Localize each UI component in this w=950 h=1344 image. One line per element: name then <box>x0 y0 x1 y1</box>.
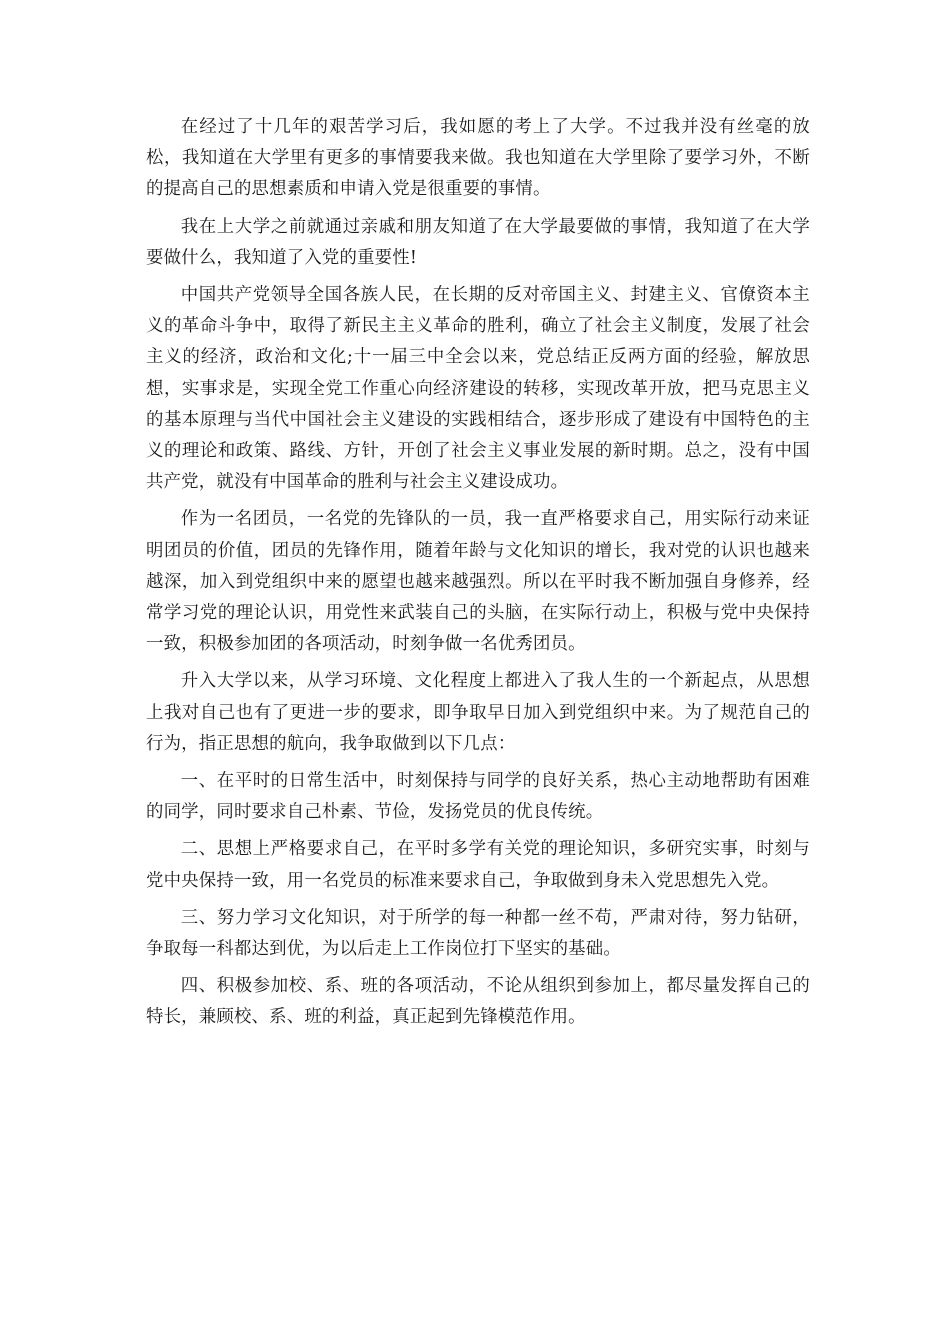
paragraph-point-3: 三、努力学习文化知识，对于所学的每一种都一丝不苟，严肃对待，努力钻研，争取每一科都达到优，为以后走上工作岗位打下坚实的基础。 <box>146 907 810 960</box>
document-page <box>146 112 810 1040</box>
paragraph-point-2: 二、思想上严格要求自己，在平时多学有关党的理论知识，多研究实事，时刻与党中央保持一致，用一名党员的标准来要求自己，争取做到身未入党思想先入党。 <box>146 839 810 891</box>
paragraph-2: 我在上大学之前就通过亲戚和朋友知道了在大学最要做的事情，我知道了在大学要做什么，我知道了入党的重要性! <box>146 216 810 268</box>
paragraph-point-1: 一、在平时的日常生活中，时刻保持与同学的良好关系，热心主动地帮助有困难的同学，同时要求自己朴素、节俭，发扬党员的优良传统。 <box>146 771 810 823</box>
paragraph-1: 在经过了十几年的艰苦学习后，我如愿的考上了大学。不过我并没有丝毫的放松，我知道在大学里有更多的事情要我来做。我也知道在大学里除了要学习外，不断的提高自己的思想素质和申请入党是很重要的事情。 <box>146 117 810 200</box>
paragraph-3: 中国共产党领导全国各族人民，在长期的反对帝国主义、封建主义、官僚资本主义的革命斗争中，取得了新民主主义革命的胜利，确立了社会主义制度，发展了社会主义的经济，政治和文化;十一届三中全会以来，党总结正反两方面的经验，解放思想，实事求是，实现全党工作重心向经济建设的转移，实现改革开放，把马克思主义的基本原理与当代中国社会主义建设的实践相结合，逐步形成了建设有中国特色的主义的理论和政策、路线、方针，开创了社会主义事业发展的新时期。总之，没有中国共产党，就没有中国革命的胜利与社会主义建设成功。 <box>146 285 810 493</box>
paragraph-4: 作为一名团员，一名党的先锋队的一员，我一直严格要求自己，用实际行动来证明团员的价值，团员的先锋作用，随着年龄与文化知识的增长，我对党的认识也越来越深，加入到党组织中来的愿望也越来越强烈。所以在平时我不断加强自身修养，经常学习党的理论认识，用党性来武装自己的头脑，在实际行动上，积极与党中央保持一致，积极参加团的各项活动，时刻争做一名优秀团员。 <box>146 509 810 655</box>
paragraph-point-4: 四、积极参加校、系、班的各项活动，不论从组织到参加上，都尽量发挥自己的特长，兼顾校、系、班的利益，真正起到先锋模范作用。 <box>146 976 810 1028</box>
paragraph-5: 升入大学以来，从学习环境、文化程度上都进入了我人生的一个新起点，从思想上我对自己也有了更进一步的要求，即争取早日加入到党组织中来。为了规范自己的行为，指正思想的航向，我争取做到以下几点： <box>146 671 810 754</box>
